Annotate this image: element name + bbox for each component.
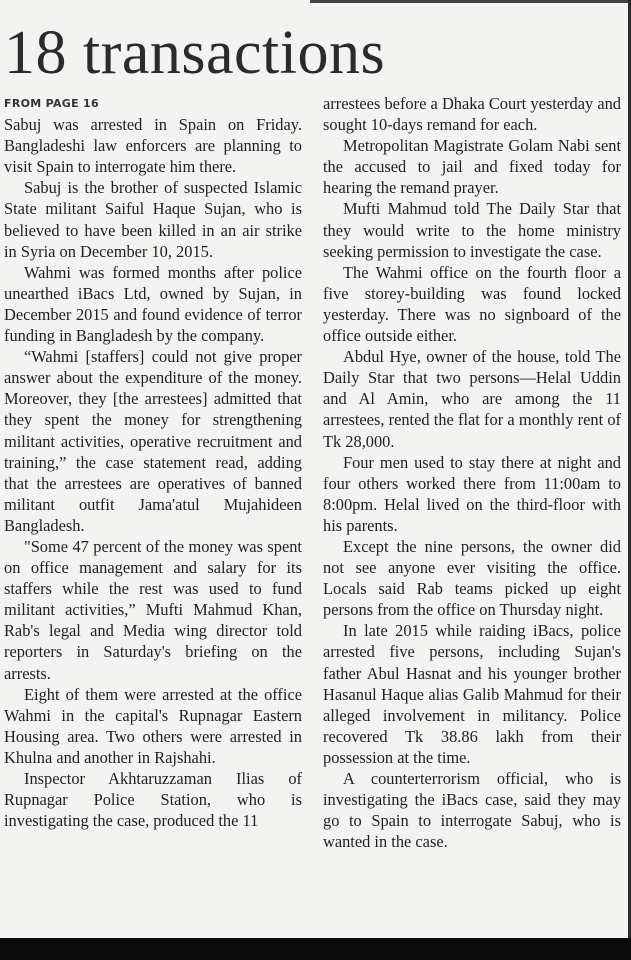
paragraph: Metropolitan Magistrate Golam Nabi sent the accused to jail and fixed today for hearing the remand prayer. [323,136,621,198]
paragraph: Except the nine persons, the owner did not see anyone ever visiting the office. Locals said Rab teams picked up eight persons from the office on Thursday night. [323,536,621,620]
paragraph: A counterterrorism official, who is investigating the iBacs case, said they may go to Spain to interrogate Sabuj, who is wanted in the case. [323,769,621,852]
paragraph: “Wahmi [staffers] could not give proper answer about the expenditure of the money. Moreover, they [the arrestees] admitted that they spent the money for strengthening militant activities, operative recruitment and training,” the case statement read, adding that the arrestees are operatives of banned militant outfit Jama'atul Mujahideen Bangladesh. [4,347,302,535]
top-rule [310,0,631,3]
paragraph: Mufti Mahmud told The Daily Star that they would write to the home ministry seeking permission to investigate the case. [323,199,621,261]
paragraph: Sabuj was arrested in Spain on Friday. Bangladeshi law enforcers are planning to visit Spain to interrogate him there. [4,115,302,177]
paragraph: arrestees before a Dhaka Court yesterday and sought 10-days remand for each. [323,94,621,135]
bottom-border [0,938,631,960]
paragraph: Abdul Hye, owner of the house, told The Daily Star that two persons—Helal Uddin and Al Amin, who are among the 11 arrestees, rented the flat for a monthly rent of Tk 28,000. [323,347,621,451]
paragraph: Inspector Akhtaruzzaman Ilias of Rupnagar Police Station, who is investigating the case, produced the 11 [4,769,302,831]
paragraph: Sabuj is the brother of suspected Islamic State militant Saiful Haque Sujan, who is believed to have been killed in an air strike in Syria on December 10, 2015. [4,178,302,261]
dateline: FROM PAGE 16 [4,97,99,110]
paragraph: "Some 47 percent of the money was spent on office management and salary for its staffers while the rest was used to fund militant activities,” Mufti Mahmud Khan, Rab's legal and Media wing director told reporters in Saturday's briefing on the arrests. [4,536,302,683]
left-column [4,93,302,831]
paragraph: The Wahmi office on the fourth floor a five storey-building was found locked yesterday. There was no signboard of the office outside either. [323,262,621,346]
paragraph: Four men used to stay there at night and four others worked there from 11:00am to 8:00pm. Helal lived on the third-floor with his parents. [323,452,621,535]
headline: 18 transactions [4,19,386,87]
paragraph: Eight of them were arrested at the office Wahmi in the capital's Rupnagar Eastern Housing area. Two others were arrested in Khulna and another in Rajshahi. [4,684,302,767]
paragraph: Wahmi was formed months after police unearthed iBacs Ltd, owned by Sujan, in December 2015 and found evidence of terror funding in Bangladesh by the company. [4,262,302,346]
paragraph: In late 2015 while raiding iBacs, police arrested five persons, including Sujan's father Abul Hasnat and his younger brother Hasanul Haque alias Galib Mahmud for their alleged involvement in militancy. Police recovered Tk 38.86 lakh from their possession at the time. [323,621,621,767]
right-column [323,93,621,852]
